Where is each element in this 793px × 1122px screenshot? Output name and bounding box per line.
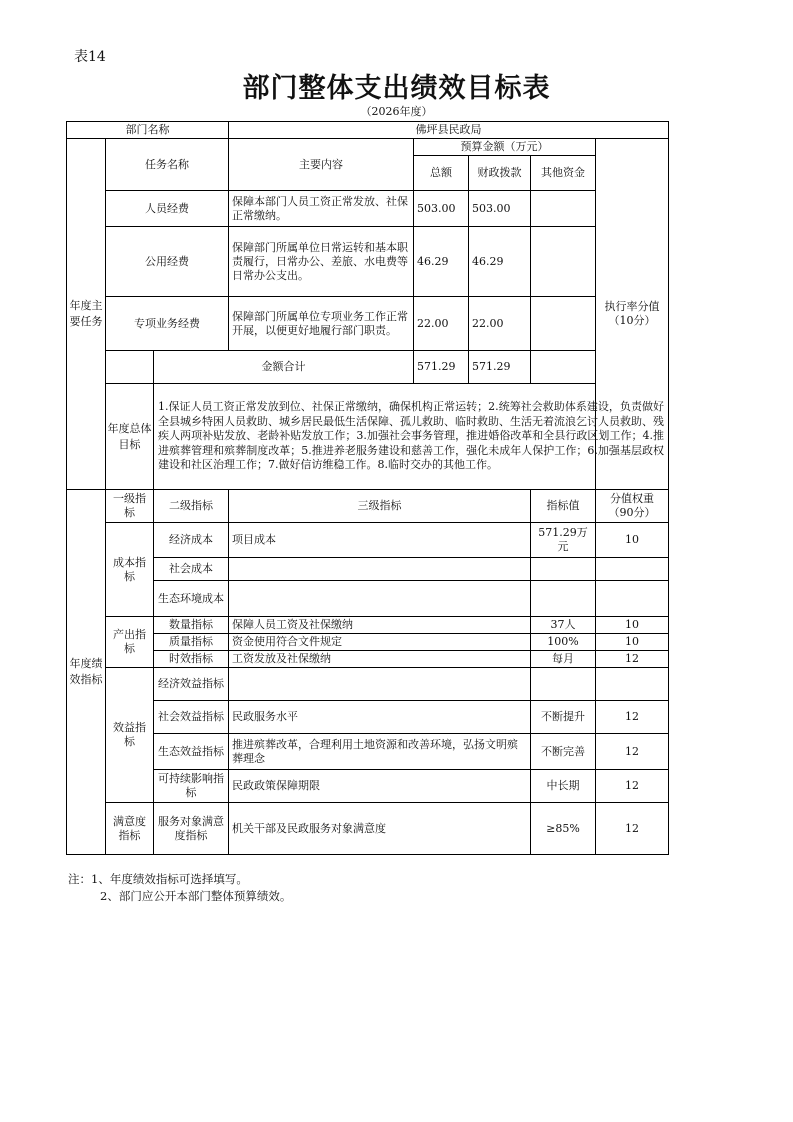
task-content: 保障本部门人员工资正常发放、社保正常缴纳。 xyxy=(229,191,414,227)
goals-text: 1.保证人员工资正常发放到位、社保正常缴纳，确保机构正常运转；2.统筹社会救助体系建设，负责做好全县城乡特困人员救助、城乡居民最低生活保障、孤儿救助、临时救助、生活无着流浪乞讨人员救助、残疾人两项补贴发放、老龄补贴发放工作；3.加强社会事务管理，推进婚俗改革和全县行政区划工作；4.推进殡葬管理和殡葬制度改革；5.推进养老服务建设和慈善工作，强化未成年人保护工作；6.加强基层政权建设和社区治理工作；7.做好信访维稳工作。8.临时交办的其他工作。 xyxy=(154,384,669,490)
task-fiscal: 46.29 xyxy=(469,227,531,297)
weight-header: 分值权重（90分） xyxy=(596,490,669,523)
value-cell: 不断完善 xyxy=(531,734,596,770)
task-header-row xyxy=(67,139,669,156)
level2-cell: 服务对象满意度指标 xyxy=(154,803,229,855)
weight-cell: 12 xyxy=(596,803,669,855)
value-cell xyxy=(531,668,596,701)
score-header: 执行率分值（10分） xyxy=(596,139,669,490)
indicator-row xyxy=(67,523,669,558)
weight-cell: 12 xyxy=(596,770,669,803)
value-cell: 100% xyxy=(531,634,596,651)
dept-row xyxy=(67,122,669,139)
dept-label: 部门名称 xyxy=(67,122,229,139)
task-row xyxy=(67,191,669,227)
level3-cell: 资金使用符合文件规定 xyxy=(229,634,531,651)
level3-cell: 民政服务水平 xyxy=(229,701,531,734)
value-cell: 37人 xyxy=(531,617,596,634)
weight-cell: 12 xyxy=(596,701,669,734)
task-row xyxy=(67,297,669,351)
task-fiscal: 503.00 xyxy=(469,191,531,227)
level2-cell: 生态环境成本 xyxy=(154,581,229,617)
sum-fiscal: 571.29 xyxy=(469,351,531,384)
other-header: 其他资金 xyxy=(531,156,596,191)
task-other xyxy=(531,191,596,227)
value-header: 指标值 xyxy=(531,490,596,523)
task-other xyxy=(531,227,596,297)
value-cell: 每月 xyxy=(531,651,596,668)
sum-total: 571.29 xyxy=(414,351,469,384)
indicator-row xyxy=(67,668,669,701)
note-line: 注：1、年度绩效指标可选择填写。 xyxy=(68,872,248,886)
weight-cell: 12 xyxy=(596,734,669,770)
dept-value: 佛坪县民政局 xyxy=(229,122,669,139)
level3-cell: 保障人员工资及社保缴纳 xyxy=(229,617,531,634)
weight-cell: 10 xyxy=(596,523,669,558)
task-name: 专项业务经费 xyxy=(106,297,229,351)
level3-cell: 工资发放及社保缴纳 xyxy=(229,651,531,668)
value-cell xyxy=(531,581,596,617)
sum-label: 金额合计 xyxy=(154,351,414,384)
task-other xyxy=(531,297,596,351)
level2-header: 二级指标 xyxy=(154,490,229,523)
value-cell: 中长期 xyxy=(531,770,596,803)
level2-cell: 经济成本 xyxy=(154,523,229,558)
level3-cell: 推进殡葬改革，合理利用土地资源和改善环境，弘扬文明殡葬理念 xyxy=(229,734,531,770)
task-name: 公用经费 xyxy=(106,227,229,297)
level3-header: 三级指标 xyxy=(229,490,531,523)
note-line: 2、部门应公开本部门整体预算绩效。 xyxy=(100,889,292,903)
table-number: 表14 xyxy=(74,49,106,65)
benefit-indicator-label: 效益指标 xyxy=(106,668,154,803)
fiscal-year: （2026年度） xyxy=(360,105,433,118)
level2-cell: 数量指标 xyxy=(154,617,229,634)
level3-cell xyxy=(229,581,531,617)
level1-header: 一级指标 xyxy=(106,490,154,523)
level2-cell: 社会成本 xyxy=(154,558,229,581)
weight-cell: 12 xyxy=(596,651,669,668)
level2-cell: 社会效益指标 xyxy=(154,701,229,734)
task-total: 503.00 xyxy=(414,191,469,227)
indicator-row xyxy=(67,803,669,855)
content-header: 主要内容 xyxy=(229,139,414,191)
weight-cell: 10 xyxy=(596,617,669,634)
task-row xyxy=(67,227,669,297)
indicator-row xyxy=(67,770,669,803)
cost-indicator-label: 成本指标 xyxy=(106,523,154,617)
sum-other xyxy=(531,351,596,384)
task-total: 46.29 xyxy=(414,227,469,297)
level2-cell: 可持续影响指标 xyxy=(154,770,229,803)
satisfaction-indicator-label: 满意度指标 xyxy=(106,803,154,855)
level2-cell: 时效指标 xyxy=(154,651,229,668)
task-name-header: 任务名称 xyxy=(106,139,229,191)
level2-cell: 经济效益指标 xyxy=(154,668,229,701)
fiscal-header: 财政拨款 xyxy=(469,156,531,191)
indicator-header-row xyxy=(67,490,669,523)
task-content: 保障部门所属单位日常运转和基本职责履行，日常办公、差旅、水电费等日常办公支出。 xyxy=(229,227,414,297)
indicator-row xyxy=(67,651,669,668)
task-sum-row xyxy=(67,351,669,384)
total-header: 总额 xyxy=(414,156,469,191)
notes xyxy=(68,871,291,905)
budget-header: 预算金额（万元） xyxy=(414,139,596,156)
performance-goal-table xyxy=(66,121,669,855)
level3-cell: 民政政策保障期限 xyxy=(229,770,531,803)
goals-side-label: 年度总体目标 xyxy=(106,384,154,490)
weight-cell xyxy=(596,581,669,617)
indicator-row xyxy=(67,701,669,734)
level2-cell: 生态效益指标 xyxy=(154,734,229,770)
weight-cell xyxy=(596,668,669,701)
output-indicator-label: 产出指标 xyxy=(106,617,154,668)
task-fiscal: 22.00 xyxy=(469,297,531,351)
task-total: 22.00 xyxy=(414,297,469,351)
value-cell: ≥85% xyxy=(531,803,596,855)
weight-cell: 10 xyxy=(596,634,669,651)
level3-cell: 机关干部及民政服务对象满意度 xyxy=(229,803,531,855)
sum-spacer xyxy=(106,351,154,384)
value-cell: 571.29万元 xyxy=(531,523,596,558)
indicator-row xyxy=(67,634,669,651)
value-cell: 不断提升 xyxy=(531,701,596,734)
page-title: 部门整体支出绩效目标表 xyxy=(242,73,551,104)
weight-cell xyxy=(596,558,669,581)
tasks-side-label: 年度主要任务 xyxy=(67,139,106,490)
goals-row xyxy=(67,384,669,490)
indicators-side-label: 年度绩效指标 xyxy=(67,490,106,855)
indicator-row xyxy=(67,581,669,617)
indicator-row xyxy=(67,617,669,634)
indicator-row xyxy=(67,734,669,770)
value-cell xyxy=(531,558,596,581)
task-content: 保障部门所属单位专项业务工作正常开展，以便更好地履行部门职责。 xyxy=(229,297,414,351)
level3-cell: 项目成本 xyxy=(229,523,531,558)
task-name: 人员经费 xyxy=(106,191,229,227)
level3-cell xyxy=(229,558,531,581)
level2-cell: 质量指标 xyxy=(154,634,229,651)
indicator-row xyxy=(67,558,669,581)
level3-cell xyxy=(229,668,531,701)
